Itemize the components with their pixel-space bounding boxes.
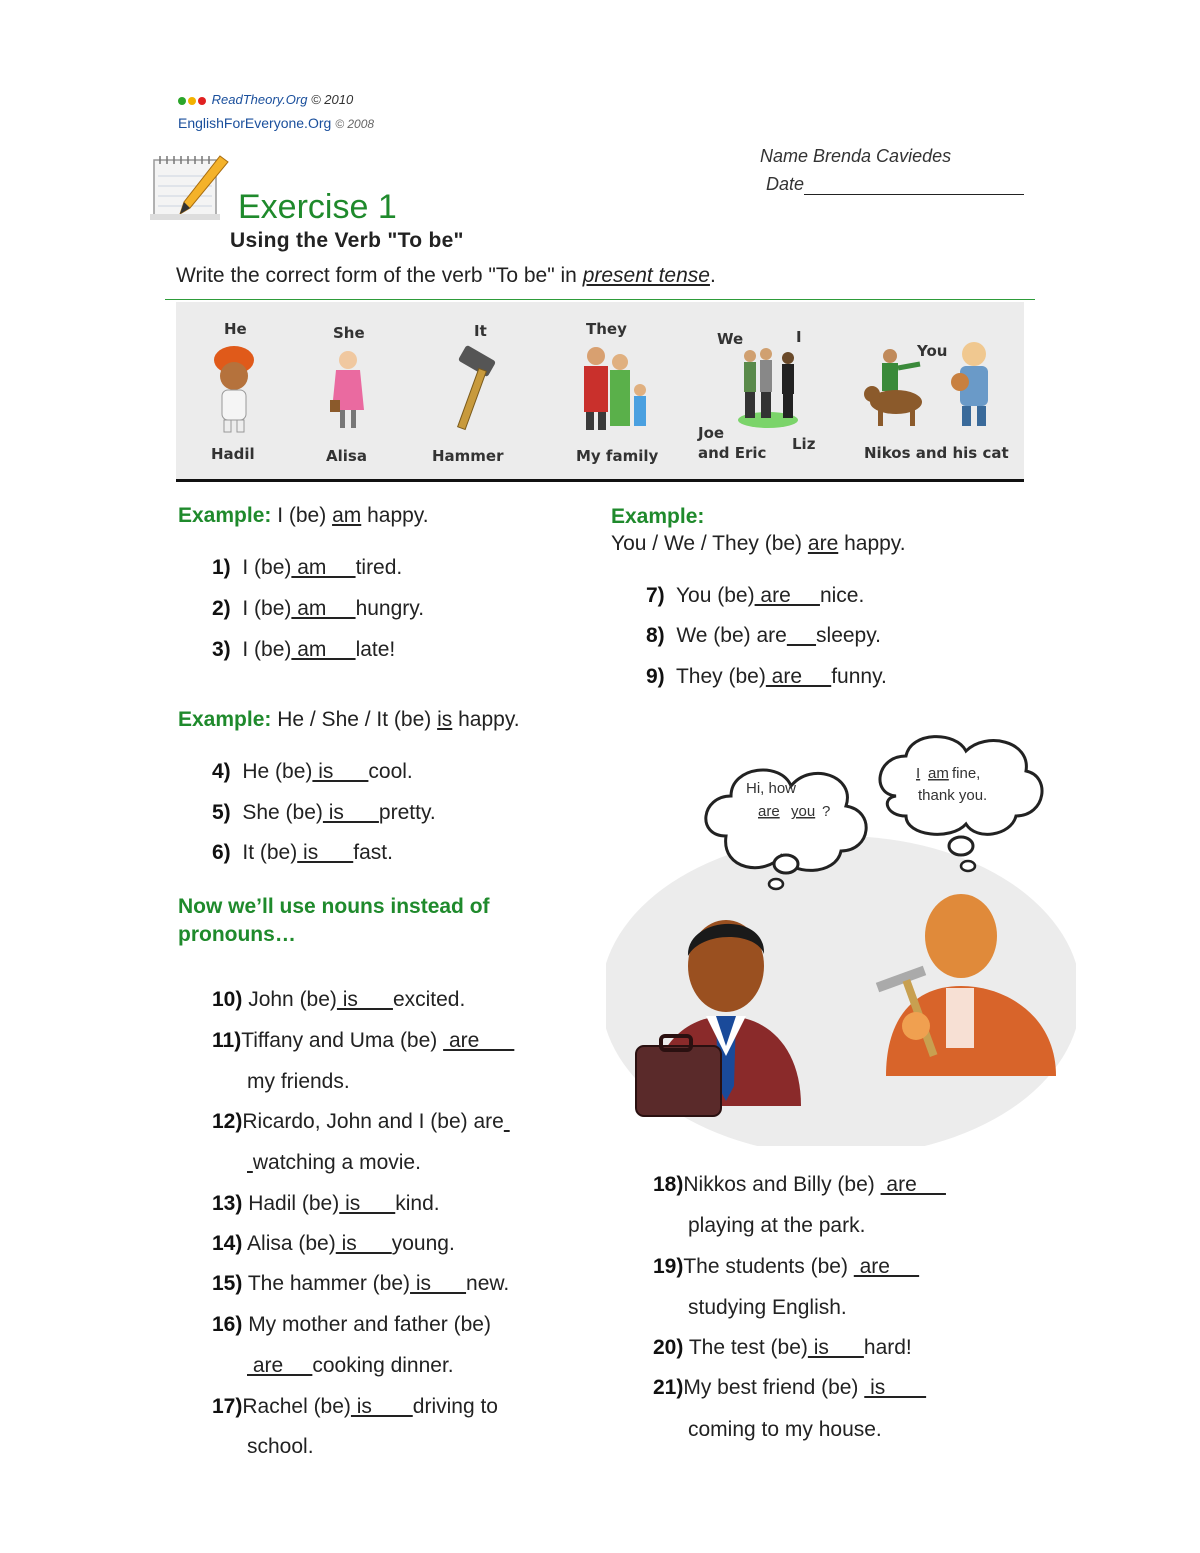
item-text: studying English. [688, 1296, 847, 1319]
item-text-end: fast. [353, 841, 393, 864]
efe-brand: EnglishForEveryone.Org [178, 115, 332, 131]
item-text: watching a movie. [252, 1151, 421, 1174]
item-number: 1) [212, 556, 231, 579]
example-label: Example: [178, 504, 272, 527]
item-text: playing at the park. [688, 1214, 866, 1237]
exercise-item [653, 1336, 912, 1360]
item-text: My mother and father (be) [242, 1313, 491, 1336]
exercise-item-continuation [688, 1418, 882, 1442]
item-number: 13) [212, 1192, 243, 1215]
pronoun-i: I [796, 328, 802, 346]
exercise-item [212, 1029, 514, 1053]
name-my-family: My family [576, 447, 659, 465]
exercise-item [212, 1395, 498, 1419]
exercise-item [646, 665, 887, 689]
item-answer-blank[interactable]: is [807, 1336, 864, 1359]
date-field[interactable] [766, 174, 1024, 195]
item-answer-blank[interactable]: is [410, 1272, 467, 1295]
nouns-note: Now we’ll use nouns instead of pronouns… [178, 895, 490, 946]
instruction-emphasis: present tense [582, 264, 710, 287]
item-text: She (be) [230, 801, 323, 824]
exercise-item [212, 988, 465, 1012]
item-answer-blank[interactable]: are [247, 1354, 313, 1377]
item-number: 3) [212, 638, 231, 661]
item-text-end: tired. [355, 556, 403, 579]
item-answer-blank[interactable]: am [291, 597, 356, 620]
item-number: 18) [653, 1173, 684, 1196]
bubble-right-fine: fine, [952, 765, 981, 782]
item-number: 9) [646, 665, 665, 688]
boy-dog-cat-icon [856, 338, 1006, 434]
name-and-eric: and Eric [698, 444, 767, 462]
page-title: Exercise 1 [238, 188, 397, 226]
name-hadil: Hadil [211, 445, 255, 463]
exercise-item [646, 584, 864, 608]
item-text: He (be) [230, 760, 313, 783]
efe-year: © 2008 [335, 117, 375, 131]
date-blank[interactable] [804, 177, 1024, 195]
bubble-left-are: are [758, 803, 780, 820]
item-answer-blank[interactable]: is [336, 988, 393, 1011]
bubble-right-line2: thank you. [918, 787, 988, 804]
readtheory-brand: ReadTheory.Org [211, 92, 308, 107]
item-text: The hammer (be) [242, 1272, 411, 1295]
instruction-period: . [709, 264, 716, 287]
date-label: Date [766, 174, 805, 194]
item-text: coming to my house. [688, 1418, 882, 1441]
item-text: Tiffany and Uma (be) [241, 1029, 444, 1052]
exercise-item [212, 801, 436, 825]
item-number: 6) [212, 841, 231, 864]
example-text: I (be) [271, 504, 333, 527]
name-hammer: Hammer [432, 447, 504, 465]
name-nikos-cat: Nikos and his cat [864, 444, 1009, 462]
pronoun-picture-strip [176, 302, 1024, 482]
family-icon [576, 342, 658, 434]
yellow-dot-icon [188, 97, 196, 105]
item-number: 8) [646, 624, 665, 647]
exercise-item [212, 1272, 509, 1296]
item-number: 7) [646, 584, 665, 607]
example-text: happy. [361, 504, 429, 527]
name-alisa: Alisa [326, 447, 367, 465]
boy-turban-icon [204, 342, 264, 434]
item-text: My best friend (be) [683, 1376, 865, 1399]
item-text-end: hard! [863, 1336, 912, 1359]
exercise-item-continuation [688, 1296, 847, 1320]
item-answer-blank[interactable]: are [443, 1029, 515, 1052]
exercise-item [212, 841, 393, 865]
item-text-end: funny. [831, 665, 887, 688]
efe-credit [178, 115, 374, 131]
page-subtitle: Using the Verb "To be" [230, 229, 464, 252]
item-answer-blank[interactable] [787, 624, 816, 647]
item-text: We (be) are [664, 624, 787, 647]
exercise-item [212, 1110, 510, 1134]
example-text: He / She / It (be) [271, 708, 438, 731]
group-people-icon [736, 342, 806, 432]
example-answer: are [807, 532, 839, 555]
exercise-item-continuation [688, 1214, 865, 1238]
item-text-end: driving to [412, 1395, 498, 1418]
pronoun-she: She [333, 324, 365, 342]
example-answer: is [437, 708, 453, 731]
item-answer-blank[interactable]: is [864, 1376, 927, 1399]
item-text: John (be) [242, 988, 337, 1011]
item-number: 11) [212, 1029, 242, 1052]
exercise-item-continuation [247, 1070, 350, 1094]
example-2 [178, 708, 520, 732]
bubble-left-you: you [791, 803, 816, 820]
item-text: cooking dinner. [312, 1354, 454, 1377]
item-text-end: new. [466, 1272, 510, 1295]
item-number: 2) [212, 597, 231, 620]
student-name: Name Brenda Caviedes [760, 146, 952, 166]
example-3 [611, 532, 906, 556]
item-answer-blank[interactable]: are [880, 1173, 946, 1196]
item-text-end: hungry. [355, 597, 425, 620]
exercise-item [653, 1173, 946, 1197]
girl-pink-coat-icon [326, 348, 370, 434]
pronoun-he: He [224, 320, 247, 338]
exercise-item [212, 638, 395, 662]
red-dot-icon [198, 97, 206, 105]
item-text: I (be) [230, 556, 292, 579]
item-text-end: nice. [819, 584, 865, 607]
readtheory-credit [178, 92, 353, 107]
item-answer-blank[interactable] [504, 1110, 510, 1133]
item-number: 15) [212, 1272, 243, 1295]
readtheory-year: © 2010 [311, 92, 354, 107]
pronoun-you: You [917, 342, 948, 360]
item-text: Ricardo, John and I (be) are [242, 1110, 504, 1133]
item-text: Hadil (be) [242, 1192, 340, 1215]
item-answer-blank[interactable]: is [322, 801, 379, 824]
item-answer-blank[interactable]: am [291, 556, 356, 579]
item-answer-blank[interactable]: are [765, 665, 832, 688]
name-liz: Liz [792, 435, 816, 453]
example-text: You / We / They (be) [611, 532, 808, 555]
bubble-right-am: am [928, 765, 949, 782]
item-answer-blank[interactable]: is [312, 760, 369, 783]
bubble-left-qmark: ? [822, 803, 831, 820]
item-number: 20) [653, 1336, 684, 1359]
item-answer-blank[interactable]: is [350, 1395, 413, 1418]
conversation-illustration [606, 716, 1076, 1146]
item-text-end: late! [355, 638, 396, 661]
exercise-item [653, 1376, 926, 1400]
green-dot-icon [178, 97, 186, 105]
pronoun-it: It [474, 322, 487, 340]
item-text-end: sleepy. [816, 624, 882, 647]
exercise-item-continuation [247, 1354, 454, 1378]
instruction-text: Write the correct form of the verb "To be" in [176, 264, 583, 287]
bubble-right-i: I [916, 765, 921, 782]
item-number: 5) [212, 801, 231, 824]
item-text-end: kind. [395, 1192, 440, 1215]
item-answer-blank[interactable]: is [339, 1192, 396, 1215]
item-text: You (be) [664, 584, 755, 607]
name-joe: Joe [698, 424, 725, 442]
item-text: school. [247, 1435, 314, 1458]
item-number: 17) [212, 1395, 243, 1418]
hammer-icon [440, 344, 510, 434]
item-answer-blank[interactable]: am [291, 638, 356, 661]
item-text-end: young. [391, 1232, 455, 1255]
item-text: They (be) [664, 665, 766, 688]
item-text: my friends. [247, 1070, 350, 1093]
item-number: 19) [653, 1255, 684, 1278]
example-1 [178, 504, 429, 528]
item-answer-blank[interactable]: is [335, 1232, 392, 1255]
item-text: I (be) [230, 597, 292, 620]
item-text: Rachel (be) [242, 1395, 351, 1418]
example-text: happy. [838, 532, 906, 555]
exercise-item [646, 624, 881, 648]
exercise-item-continuation [247, 1151, 421, 1175]
pronoun-we: We [717, 330, 744, 348]
item-text: Nikkos and Billy (be) [683, 1173, 881, 1196]
item-text: I (be) [230, 638, 292, 661]
item-number: 14) [212, 1232, 243, 1255]
notepad-pencil-icon [150, 150, 230, 222]
pronoun-they: They [586, 320, 627, 338]
item-number: 12) [212, 1110, 243, 1133]
item-answer-blank[interactable]: are [853, 1255, 920, 1278]
item-text: It (be) [230, 841, 298, 864]
exercise-item [212, 1232, 455, 1256]
item-number: 16) [212, 1313, 243, 1336]
item-text-end: pretty. [378, 801, 436, 824]
item-text-end: excited. [392, 988, 466, 1011]
item-text-end: cool. [368, 760, 413, 783]
item-text: Alisa (be) [242, 1232, 336, 1255]
item-number: 21) [653, 1376, 684, 1399]
exercise-item [212, 556, 402, 580]
item-answer-blank[interactable]: are [754, 584, 820, 607]
exercise-item-continuation [247, 1435, 314, 1459]
exercise-item [212, 597, 424, 621]
bubble-left-line1: Hi, how [746, 780, 797, 797]
item-number: 10) [212, 988, 243, 1011]
example-answer: am [332, 504, 362, 527]
example-3-label: Example: [611, 505, 705, 528]
item-number: 4) [212, 760, 231, 783]
example-label: Example: [178, 708, 272, 731]
exercise-item [653, 1255, 919, 1279]
exercise-item [212, 760, 413, 784]
item-text: The students (be) [683, 1255, 854, 1278]
exercise-item [212, 1192, 440, 1216]
item-answer-blank[interactable]: is [297, 841, 354, 864]
exercise-item [212, 1313, 491, 1337]
green-divider [165, 299, 1035, 300]
example-text: happy. [452, 708, 520, 731]
instructions [176, 264, 716, 288]
item-text: The test (be) [683, 1336, 808, 1359]
